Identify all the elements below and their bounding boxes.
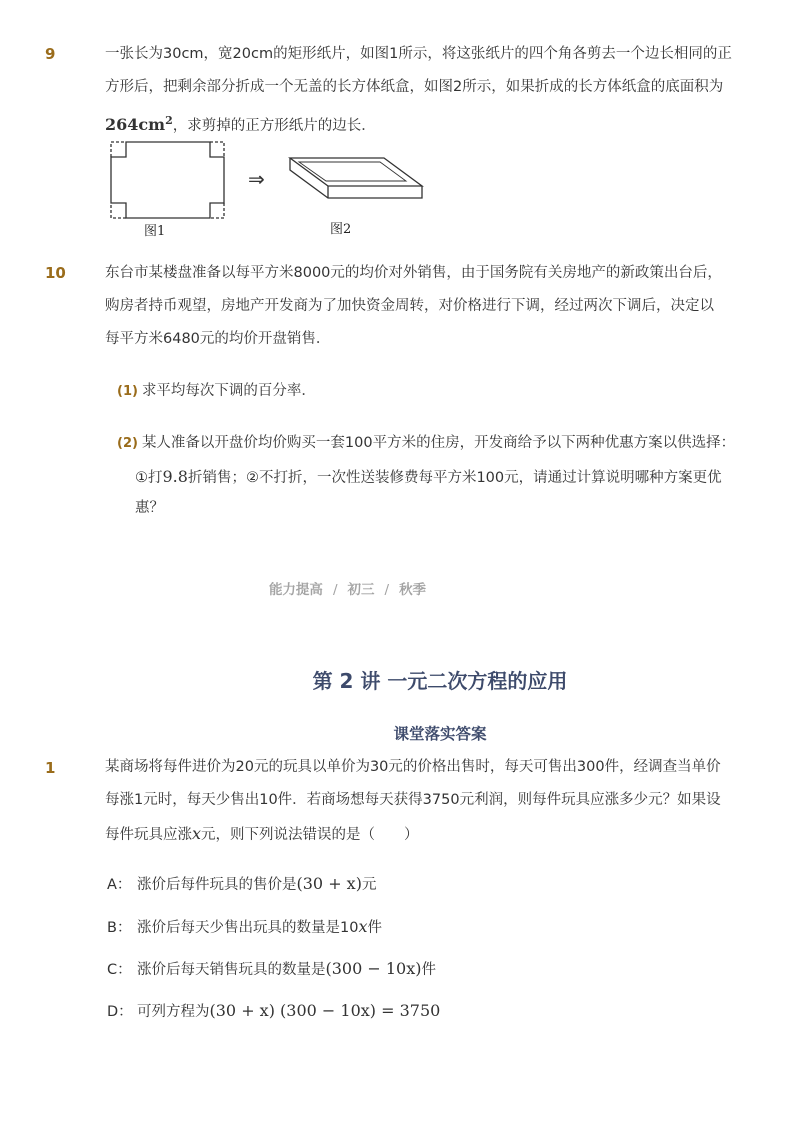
option-a[interactable] [107,873,376,894]
footer-separator: / [332,582,338,598]
question-1-line-3 [105,817,717,852]
figure-1-label: 图1 [144,224,166,239]
area-value: 264cm [105,114,166,134]
option-text: 涨价后每天少售出玩具的数量是10 [137,920,359,936]
variable-x: x [192,824,202,843]
figure-2-label: 图2 [330,222,352,237]
sub-question-1-text: 求平均每次下调的百分率． [141,383,316,399]
sub-question-2 [117,427,735,460]
question-10-line-3: 每平方米6480元的均价开盘销售． [105,331,331,347]
footer-part-2: 初三 [347,582,375,598]
question-10-text [105,257,722,356]
option-text: 涨价后每件玩具的售价是 [137,877,297,893]
option-math: (30 + x) (300 − 10x) = 3750 [209,1001,441,1020]
question-1-line-2: 每涨1元时，每天少售出10件．若商场想每天获得3750元利润，则每件玩具应涨多少元？如果设 [105,792,721,808]
sub-question-2-line-2 [135,460,722,495]
option-math: x [358,917,368,936]
question-9-line-3-rest: ，求剪掉的正方形纸片的边长． [172,117,376,134]
option-text-rest: 折销售；②不打折，一次性送装修费每平方米100元，请通过计算说明哪种方案更优 [187,470,722,486]
sub-question-2-line-1: 某人准备以开盘价均价购买一套100平方米的住房，开发商给予以下两种优惠方案以供选择： [141,435,736,451]
option-letter: C： [107,962,132,978]
question-10-line-2: 购房者持币观望，房地产开发商为了加快资金周转，对价格进行下调，经过两次下调后，决定以 [105,298,714,314]
question-9-text [105,38,732,143]
sub-question-2-label: (2) [117,436,138,451]
option-math: (300 − 10x) [325,959,422,978]
option-one-prefix: ①打 [135,470,163,486]
option-text: 可列方程为 [137,1004,210,1020]
option-letter: B： [107,920,132,936]
question-1-line-1: 某商场将每件进价为20元的玩具以单价为30元的价格出售时，每天可售出300件，经调查当单价 [105,759,721,775]
question-10-line-1: 东台市某楼盘准备以每平方米8000元的均价对外销售，由于国务院有关房地产的新政策出台后， [105,265,722,281]
question-1-text [105,751,721,852]
question-number-9: 9 [45,45,56,63]
footer-part-1: 能力提高 [268,582,323,598]
answer-heading: 课堂落实答案 [393,725,487,743]
area-exponent: 2 [165,114,173,127]
option-b[interactable] [107,916,382,937]
sub-question-2-line-3: 惠？ [135,500,164,516]
option-letter: A： [107,877,132,893]
option-text: 涨价后每天销售玩具的数量是 [137,962,326,978]
discount-value: 9.8 [162,467,188,486]
sub-question-1-label: (1) [117,384,138,399]
question-number-1: 1 [45,759,56,777]
option-d[interactable] [107,1000,440,1021]
line-3-prefix: 每件玩具应涨 [105,827,192,843]
arrow-icon: ⇒ [248,167,265,191]
footer-separator: / [384,582,390,598]
option-suffix: 件 [421,962,436,978]
figure-1-rectangle [111,142,224,218]
option-letter: D： [107,1004,133,1020]
question-9-line-1: 一张长为30cm，宽20cm的矩形纸片，如图1所示，将这张纸片的四个角各剪去一个边长相同的正 [105,46,732,62]
page-footer [0,578,695,598]
question-9-line-2: 方形后，把剩余部分折成一个无盖的长方体纸盒，如图2所示，如果折成的长方体纸盒的底面积为 [105,79,724,95]
sub-question-1 [117,375,316,408]
option-suffix: 件 [367,920,382,936]
figure-2-box [290,158,422,198]
option-c[interactable] [107,958,436,979]
line-3-suffix: 元，则下列说法错误的是（ ） [201,827,419,843]
question-number-10: 10 [45,264,66,282]
lesson-title: 第 2 讲 一元二次方程的应用 [312,669,568,693]
option-math: (30 + x) [296,874,362,893]
footer-part-3: 秋季 [399,582,427,598]
option-suffix: 元 [361,877,377,893]
